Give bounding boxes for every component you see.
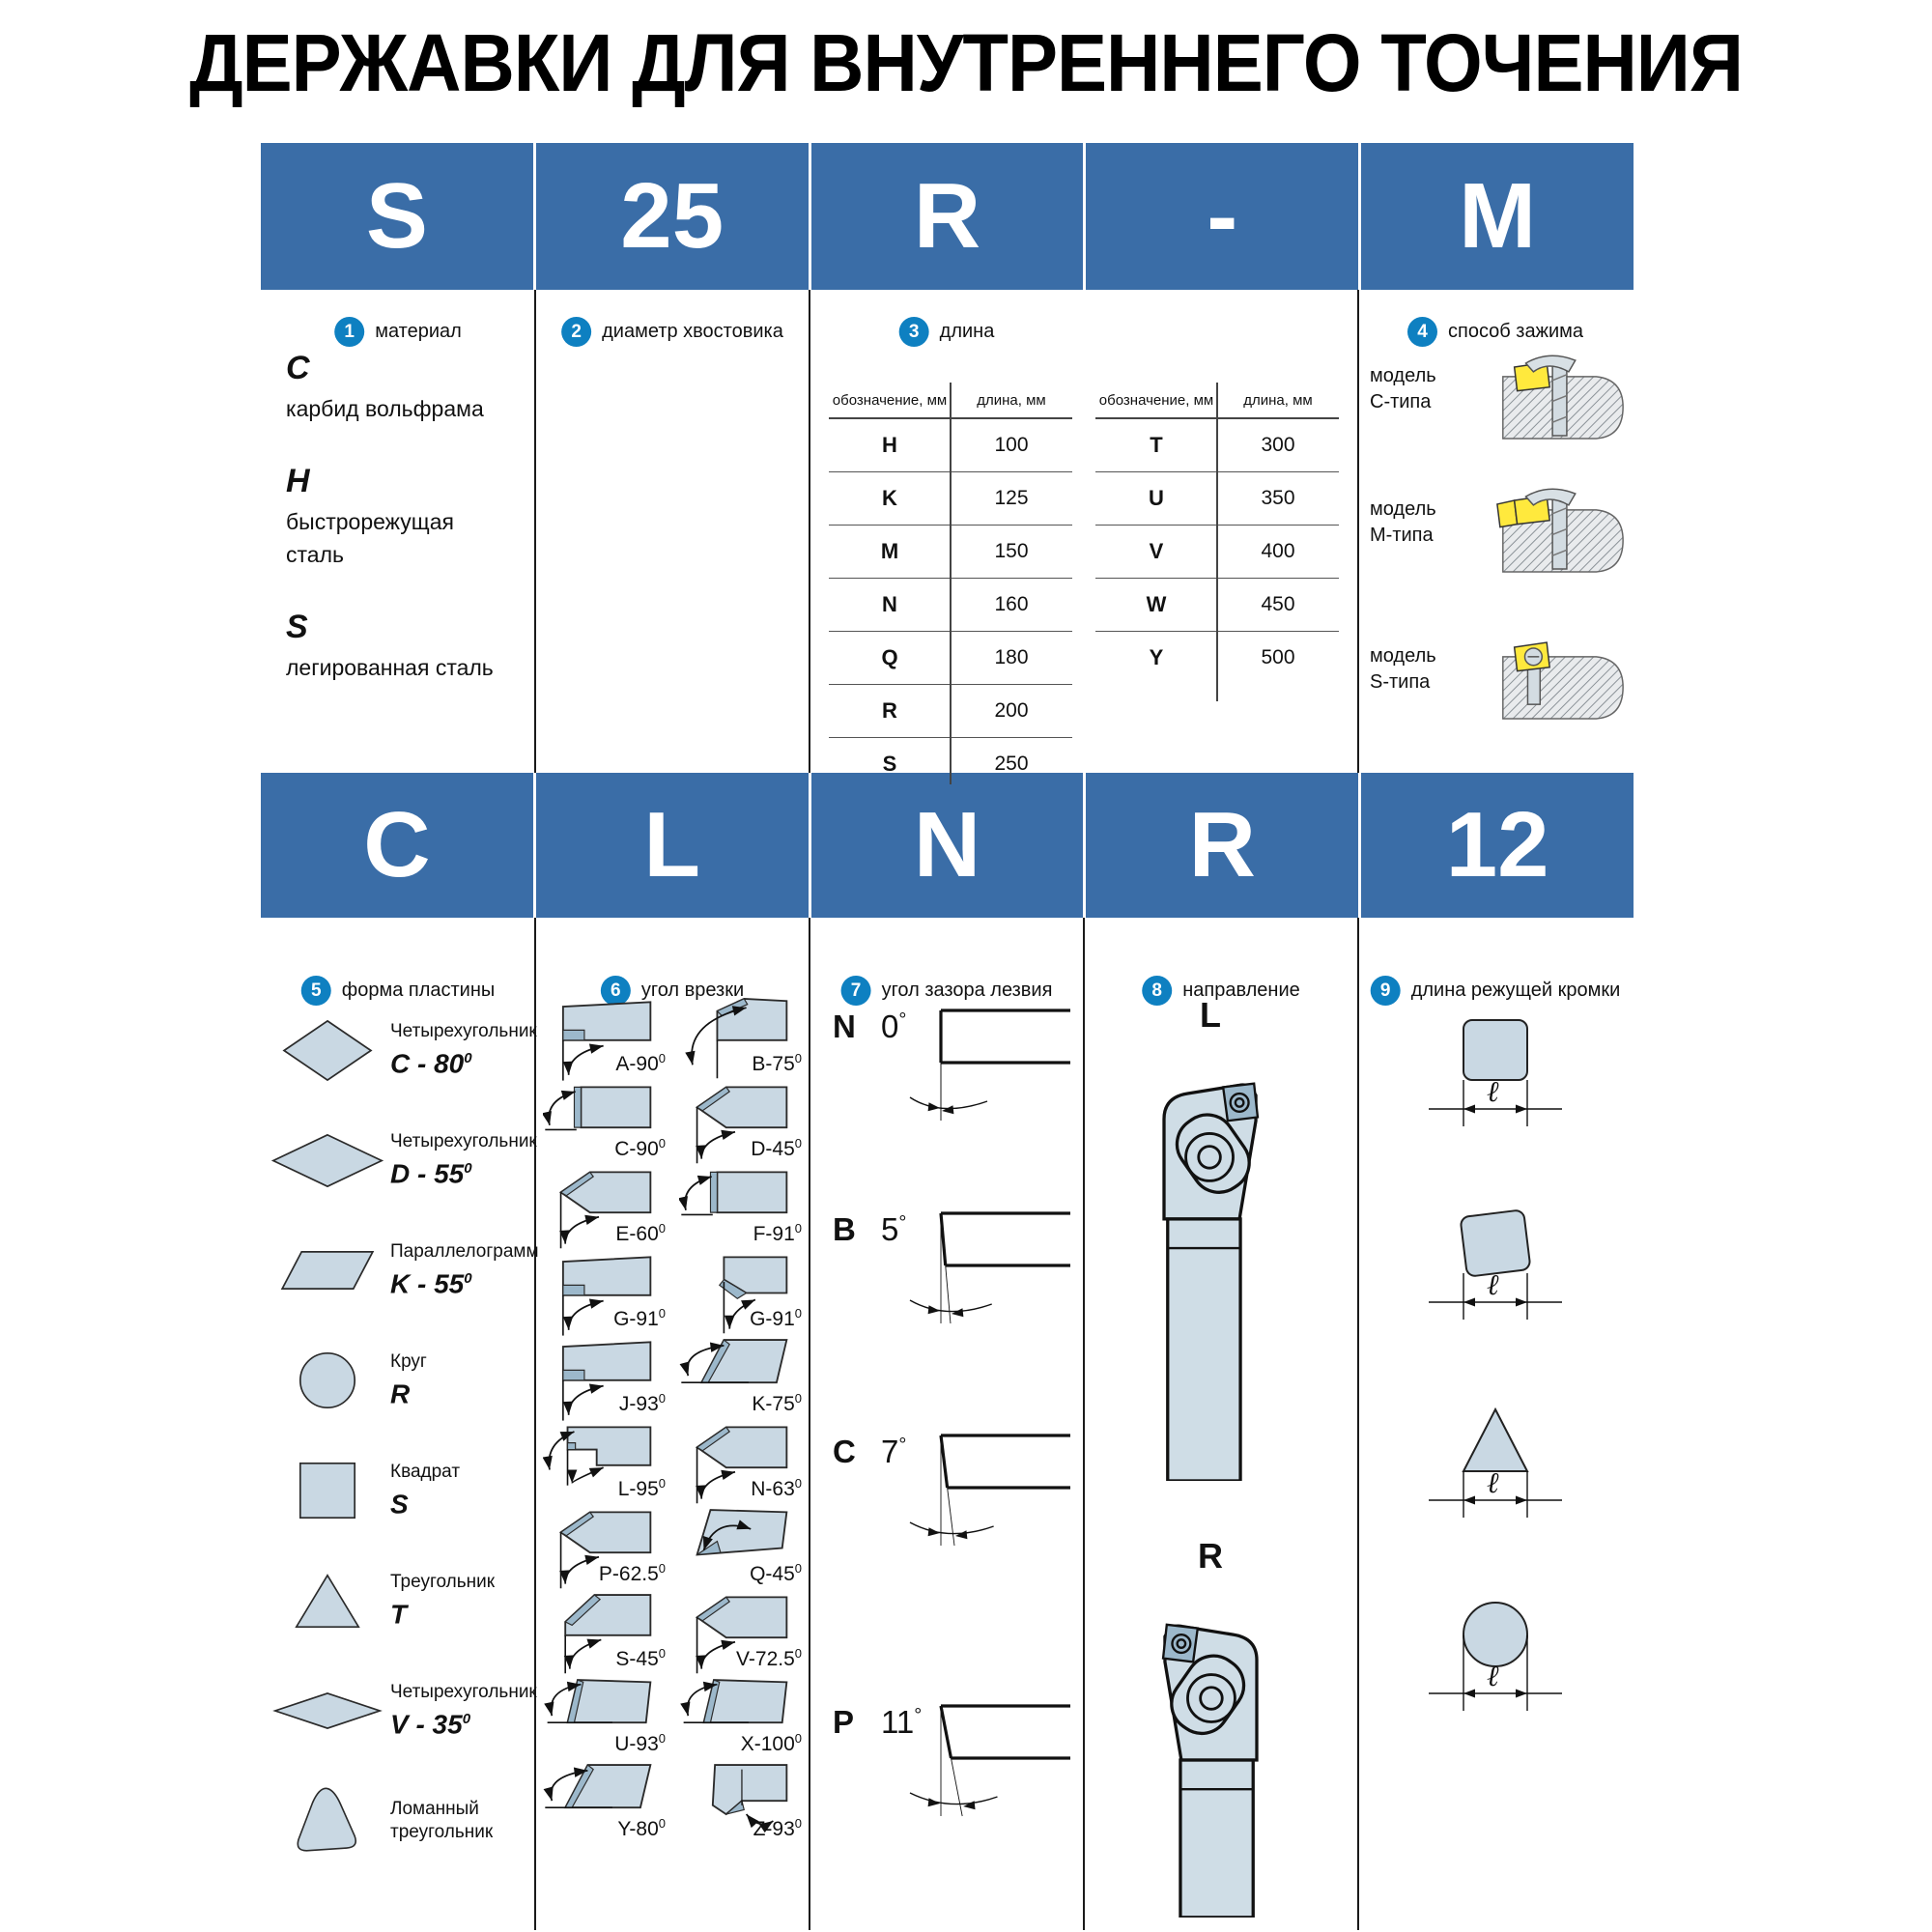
cutting-angle-item <box>537 1671 673 1756</box>
cutting-angle-label: $Q-45^0$ <box>750 1561 802 1585</box>
section-header-edge-length <box>1371 976 1621 1006</box>
clamping-model-line1: модель <box>1370 645 1436 667</box>
clamping-diagram-icon <box>1490 481 1633 591</box>
clearance-angle-item <box>823 1690 1082 1860</box>
badge-6: 6 <box>601 976 631 1006</box>
cutting-angle-label: $S-45^0$ <box>615 1646 666 1670</box>
insert-shape-icon <box>269 1784 386 1858</box>
section-label: угол зазора лезвия <box>881 980 1053 1001</box>
length-code: S <box>882 752 897 776</box>
insert-shape-item <box>269 1766 535 1876</box>
svg-text:ℓ: ℓ <box>1487 1660 1499 1693</box>
code-cell: - <box>1086 143 1358 290</box>
cutting-angle-item <box>537 1246 673 1331</box>
insert-shape-code: R <box>390 1378 411 1409</box>
code-cell: M <box>1361 143 1634 290</box>
cutting-angle-item <box>537 1076 673 1161</box>
length-code: K <box>882 486 897 510</box>
cutting-angle-label: P-62.5$^0$ <box>598 1561 666 1585</box>
length-code: Q <box>881 645 898 669</box>
code-cell: 12 <box>1361 773 1634 918</box>
code-cell: S <box>261 143 533 290</box>
code-row-bottom <box>261 773 1634 918</box>
cutting-angle-label: $C-90^0$ <box>614 1136 666 1160</box>
section-header-material <box>334 317 462 347</box>
length-value: 100 <box>994 434 1029 456</box>
table-divider <box>950 383 952 784</box>
insert-shape-code: C - $80^0$ <box>390 1048 472 1079</box>
length-value: 500 <box>1261 646 1295 668</box>
badge-4: 4 <box>1407 317 1437 347</box>
clearance-angle-item <box>823 1198 1082 1367</box>
length-value: 300 <box>1261 434 1295 456</box>
length-code: T <box>1150 433 1163 457</box>
cutting-angle-item <box>673 1246 810 1331</box>
length-table-right <box>1095 383 1339 684</box>
insert-shape-name: Четырехугольник <box>390 1021 537 1042</box>
cutting-angle-item <box>673 1416 810 1501</box>
insert-shape-label <box>386 1798 493 1844</box>
material-name: быстрорежущая сталь <box>286 509 454 567</box>
cutting-angle-item <box>537 1331 673 1416</box>
clearance-code: P <box>833 1704 855 1740</box>
insert-shape-name: Круг <box>390 1351 427 1373</box>
col-header: длина, мм <box>1243 392 1313 409</box>
insert-shape-item <box>269 1215 539 1325</box>
length-value: 250 <box>994 753 1029 775</box>
divider <box>1083 918 1085 1930</box>
toolholder-icon <box>1087 1063 1334 1481</box>
insert-shape-icon <box>269 1132 386 1189</box>
insert-shape-name2: треугольник <box>390 1822 494 1842</box>
cutting-angle-label: $B-75^0$ <box>752 1051 802 1075</box>
cutting-angle-label: $X-100^0$ <box>740 1731 802 1755</box>
section-header-shank-diameter <box>561 317 783 347</box>
insert-shape-name: Квадрат <box>390 1462 461 1483</box>
length-code: W <box>1146 592 1167 616</box>
material-item <box>286 348 508 425</box>
length-value: 160 <box>994 593 1029 615</box>
cutting-angle-label: $U-93^0$ <box>614 1731 666 1755</box>
blade-diagram-icon <box>906 1690 1075 1850</box>
length-value: 180 <box>994 646 1029 668</box>
page-title: ДЕРЖАВКИ ДЛЯ ВНУТРЕННЕГО ТОЧЕНИЯ <box>189 16 1743 109</box>
cutting-angle-grid <box>537 991 810 1841</box>
material-code: S <box>286 609 308 645</box>
badge-2: 2 <box>561 317 591 347</box>
direction-item <box>1087 1536 1334 1918</box>
cutting-angle-label: $E-60^0$ <box>615 1221 666 1245</box>
cutting-angle-label: $A-90^0$ <box>615 1051 666 1075</box>
length-value: 125 <box>994 487 1029 509</box>
insert-shape-name: Четырехугольник <box>390 1682 537 1703</box>
insert-shape-icon <box>269 1572 386 1631</box>
code-cell: 25 <box>536 143 809 290</box>
length-value: 350 <box>1261 487 1295 509</box>
length-table-left <box>829 383 1072 790</box>
insert-shape-icon <box>269 1461 386 1520</box>
divider <box>809 290 810 773</box>
edge-length-diagram-icon <box>1413 1198 1577 1333</box>
section-label: длина режущей кромки <box>1410 980 1621 1001</box>
insert-shape-label <box>386 1571 495 1630</box>
clearance-code: N <box>833 1009 856 1044</box>
material-name: карбид вольфрама <box>286 396 484 421</box>
insert-shape-code: S <box>390 1489 409 1520</box>
badge-7: 7 <box>841 976 871 1006</box>
code-cell: C <box>261 773 533 918</box>
insert-shape-code: V - $35^0$ <box>390 1709 471 1740</box>
svg-text:ℓ: ℓ <box>1487 1075 1499 1109</box>
col-header: обозначение, мм <box>832 392 948 409</box>
blade-diagram-icon <box>906 1420 1075 1579</box>
cutting-angle-item <box>537 991 673 1076</box>
direction-code: L <box>1200 995 1221 1035</box>
insert-shape-label <box>386 1020 537 1079</box>
badge-8: 8 <box>1142 976 1172 1006</box>
cutting-angle-label: $K-75^0$ <box>752 1391 802 1415</box>
cutting-angle-label: $D-45^0$ <box>751 1136 802 1160</box>
length-code: U <box>1149 486 1164 510</box>
cutting-angle-item <box>673 991 810 1076</box>
length-code: R <box>882 698 897 723</box>
clamping-models <box>1368 0 1634 773</box>
insert-shape-label <box>386 1240 539 1299</box>
direction-item <box>1087 995 1334 1481</box>
cutting-angle-label: $Y-80^0$ <box>617 1816 666 1840</box>
edge-length-diagram-icon <box>1413 1589 1577 1724</box>
clamping-model-line2: C-типа <box>1370 391 1432 412</box>
length-code: V <box>1149 539 1164 563</box>
insert-shape-label <box>386 1130 537 1189</box>
clearance-code: B <box>833 1211 856 1247</box>
clearance-value: 5° <box>881 1211 907 1247</box>
length-value: 150 <box>994 540 1029 562</box>
insert-shape-label <box>386 1681 537 1740</box>
clearance-angle-item <box>823 1420 1082 1589</box>
cutting-angle-label: $L-95^0$ <box>617 1476 666 1500</box>
badge-3: 3 <box>899 317 929 347</box>
cutting-angle-item <box>673 1586 810 1671</box>
cutting-angle-item <box>537 1501 673 1586</box>
cutting-angle-item <box>537 1586 673 1671</box>
insert-shape-icon <box>269 1690 386 1731</box>
edge-length-diagram-icon <box>1413 1005 1577 1140</box>
clearance-value: 0° <box>881 1009 907 1044</box>
cutting-angle-item <box>673 1501 810 1586</box>
insert-shape-list <box>269 995 539 1876</box>
insert-shape-item <box>269 1105 535 1215</box>
insert-shape-name: Параллелограмм <box>390 1241 539 1263</box>
length-code: Y <box>1149 645 1164 669</box>
insert-shape-name: Ломанный <box>390 1799 479 1819</box>
cutting-angle-label: $F-91^0$ <box>753 1221 802 1245</box>
cutting-angle-item <box>673 1331 810 1416</box>
cutting-angle-label: $G-91^0$ <box>613 1306 666 1330</box>
col-header: обозначение, мм <box>1098 392 1214 409</box>
material-list <box>286 348 508 720</box>
length-value: 200 <box>994 699 1029 722</box>
clearance-code: C <box>833 1434 856 1469</box>
section-header-length <box>899 317 995 347</box>
section-label: угол врезки <box>640 980 745 1001</box>
cutting-angle-item <box>537 1756 673 1841</box>
cutting-angle-item <box>673 1076 810 1161</box>
edge-length-list <box>1406 1005 1599 1930</box>
clamping-model <box>1368 348 1634 473</box>
insert-shape-name: Четырехугольник <box>390 1131 537 1152</box>
blade-diagram-icon <box>906 1198 1075 1357</box>
divider <box>1357 290 1359 773</box>
insert-shape-name: Треугольник <box>390 1572 496 1593</box>
section-label: способ зажима <box>1447 321 1584 342</box>
toolholder-icon <box>1087 1604 1334 1918</box>
clamping-model-label <box>1370 497 1436 549</box>
section-label: материал <box>375 321 462 342</box>
material-code: C <box>286 350 310 386</box>
cutting-angle-label: $G-91^0$ <box>750 1306 802 1330</box>
badge-5: 5 <box>301 976 331 1006</box>
material-item <box>286 607 508 684</box>
clamping-model-label <box>1370 363 1436 415</box>
insert-shape-item <box>269 1325 535 1435</box>
clearance-angle-list <box>823 995 1082 1922</box>
divider <box>1357 918 1359 1930</box>
insert-shape-code: K - $55^0$ <box>390 1268 472 1299</box>
badge-9: 9 <box>1371 976 1401 1006</box>
code-cell: R <box>811 143 1084 290</box>
badge-1: 1 <box>334 317 364 347</box>
material-item <box>286 461 508 571</box>
length-code: H <box>882 433 897 457</box>
clearance-angle-item <box>823 995 1082 1164</box>
clamping-model <box>1368 628 1634 753</box>
cutting-angle-label: $J-93^0$ <box>618 1391 666 1415</box>
insert-shape-label <box>386 1350 427 1409</box>
clamping-model-line2: M-типа <box>1370 525 1434 546</box>
clamping-model-line1: модель <box>1370 365 1436 386</box>
cutting-angle-label: $N-63^0$ <box>751 1476 802 1500</box>
cutting-angle-item <box>673 1756 810 1841</box>
clamping-model-label <box>1370 643 1436 696</box>
section-label: диаметр хвостовика <box>602 321 783 342</box>
code-cell: L <box>536 773 809 918</box>
clamping-diagram-icon <box>1490 348 1633 458</box>
svg-text:ℓ: ℓ <box>1487 1268 1499 1302</box>
cutting-angle-label: $Z-93^0$ <box>753 1816 802 1840</box>
section-label: длина <box>939 321 995 342</box>
insert-shape-icon <box>269 1249 386 1292</box>
svg-text:ℓ: ℓ <box>1487 1466 1499 1500</box>
edge-length-diagram-icon <box>1413 1396 1577 1531</box>
section-label: направление <box>1182 980 1300 1001</box>
insert-shape-icon <box>269 1350 386 1410</box>
code-cell: N <box>811 773 1084 918</box>
clamping-diagram-icon <box>1490 628 1633 738</box>
cutting-angle-item <box>537 1416 673 1501</box>
clamping-model <box>1368 481 1634 607</box>
clearance-value: 7° <box>881 1434 907 1469</box>
table-divider <box>1216 383 1218 701</box>
length-value: 400 <box>1261 540 1295 562</box>
insert-shape-item <box>269 995 535 1105</box>
length-value: 450 <box>1261 593 1295 615</box>
clearance-value: 11° <box>881 1704 923 1740</box>
clamping-model-line1: модель <box>1370 498 1436 520</box>
code-cell: R <box>1086 773 1358 918</box>
material-name: легированная сталь <box>286 655 494 680</box>
insert-shape-code: D - $55^0$ <box>390 1158 472 1189</box>
cutting-angle-item <box>537 1161 673 1246</box>
material-code: H <box>286 463 310 499</box>
clamping-model-line2: S-типа <box>1370 671 1431 693</box>
col-header: длина, мм <box>977 392 1046 409</box>
insert-shape-item <box>269 1435 535 1546</box>
cutting-angle-item <box>673 1671 810 1756</box>
length-code: N <box>882 592 897 616</box>
cutting-angle-label: V-72.5$^0$ <box>736 1646 802 1670</box>
insert-shape-code: T <box>390 1599 408 1630</box>
insert-shape-item <box>269 1656 535 1766</box>
insert-shape-item <box>269 1546 535 1656</box>
insert-shape-label <box>386 1461 460 1520</box>
cutting-angle-item <box>673 1161 810 1246</box>
divider <box>534 290 536 773</box>
insert-shape-icon <box>269 1018 386 1083</box>
section-label: форма пластины <box>341 980 496 1001</box>
direction-code: R <box>1198 1536 1223 1576</box>
blade-diagram-icon <box>906 995 1075 1154</box>
length-code: M <box>880 539 899 563</box>
direction-list <box>1087 995 1334 1930</box>
